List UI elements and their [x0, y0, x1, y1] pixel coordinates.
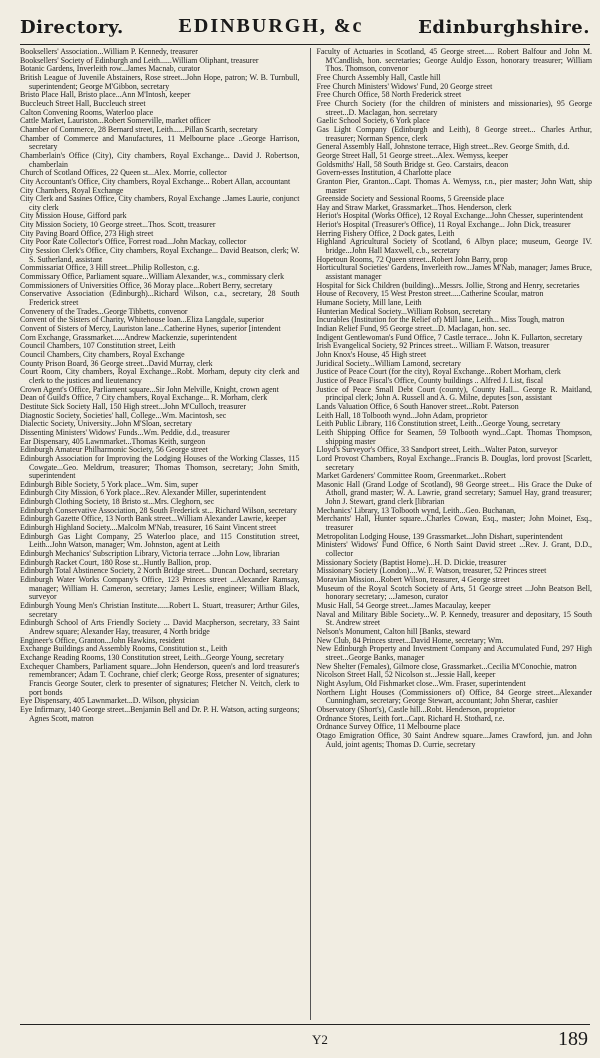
directory-entry: Chamber of Commerce, 28 Bernard street, Leith......Pillan Scarth, secretary [20, 124, 258, 134]
directory-entry: George Street Hall, 51 George street...Alex. Wemyss, keeper [316, 150, 509, 160]
directory-entry: Masonic Hall (Grand Lodge of Scotland), 98 George street... His Grace the Duke of Atholl, grand master; W. A. Lawrie, grand secretary; Samuel Hay, grand treasurer; John J. Stewart, grand clerk [librarian [316, 479, 592, 507]
directory-entry: Hunterian Medical Society...William Robson, secretary [316, 306, 491, 316]
directory-entry: Indian Relief Fund, 95 George street...D. Maclagan, hon. sec. [316, 324, 511, 333]
directory-entry: Destitute Sick Society Hall, 150 High street...John M'Culloch, treasurer [20, 401, 247, 411]
directory-entry: Church of Scotland Offices, 22 Queen st...Alex. Morrie, collector [20, 168, 227, 178]
directory-entry: Booksellers' Association...William P. Kennedy, treasurer [20, 48, 198, 56]
directory-entry: Edinburgh Gas Light Company, 25 Waterloo place, and 115 Constitution street, Leith...John Watson, manager; Wm. Johnston, agent at Leith [20, 531, 300, 550]
directory-entry: New Edinburgh Property and Investment Company and Accumulated Fund, 297 High street...George Banks, manager [316, 644, 592, 662]
directory-entry: Exchange Reading Rooms, 130 Constitution street, Leith...George Young, secretary [20, 652, 284, 662]
directory-entry: Leith Public Library, 116 Constitution street, Leith...George Young, secretary [316, 419, 561, 429]
directory-entry: Bristo Place Hall, Bristo place...Ann M'Intosh, keeper [20, 90, 191, 100]
directory-entry: Missionary Society (Baptist Home)...H. D. Dickie, treasurer [316, 557, 507, 567]
directory-entry: Nelson's Monument, Calton hill [Banks, steward [316, 626, 471, 636]
directory-entry: Heriot's Hospital (Treasurer's Office), 11 Royal Exchange... John Dick, treasurer [316, 220, 571, 230]
left-column [20, 48, 300, 1020]
directory-entry: Edinburgh Clothing Society, 18 Bristo st...Mrs. Cleghorn, sec [20, 497, 215, 507]
directory-entry: Edinburgh Mechanics' Subscription Library, Victoria terrace ...John Low, librarian [20, 549, 280, 559]
directory-entry: Observatory (Short's), Castle hill...Robt. Henderson, proprietor [316, 704, 516, 714]
directory-entry: City Mission Society, 10 George street...Thos. Scott, treasurer [20, 220, 216, 230]
directory-entry: Heriot's Hospital (Works Office), 12 Royal Exchange...John Chesser, superintendent [316, 211, 584, 221]
directory-entry: City Paving Board Office, 273 High street [20, 228, 154, 238]
directory-entry: Buccleuch Street Hall, Buccleuch street [20, 98, 146, 108]
directory-entry: City Mission House, Gifford park [20, 211, 127, 221]
directory-entry: Granton Pier, Granton...Capt. Thomas A. Wemyss, r.n., pier master; John Watt, ship master [316, 176, 592, 195]
directory-entry: Mechanics' Library, 13 Tolbooth wynd, Leith...Geo. Buchanan, [316, 505, 516, 515]
directory-entry: Council Chambers, 107 Constitution street, Leith [20, 341, 176, 351]
directory-entry: Booksellers' Society of Edinburgh and Leith......William Oliphant, treasurer [20, 55, 259, 65]
directory-entry: Commissary Office, Parliament square...William Alexander, w.s., commissary clerk [20, 272, 285, 282]
signature-mark: Y2 [312, 1032, 328, 1047]
directory-entry: City Chambers, Royal Exchange [20, 185, 124, 195]
directory-entry: Exchequer Chambers, Parliament square...John Henderson, queen's and lord treasurer's remembrancer; Adam T. Cochrane, chief clerk; George Ross, presenter of signatures; Francis George Souter, clerk to presenter of signatures; Fletcher N. Veitch, clerk to port bonds [20, 661, 300, 697]
directory-entry: City Clerk and Sasines Office, City chambers, Royal Exchange ..James Laurie, conjunct city clerk [20, 194, 300, 212]
directory-entry: Edinburgh Racket Court, 180 Rose st...Huntly Ballion, prop. [20, 557, 212, 567]
directory-entry: Gas Light Company (Edinburgh and Leith), 8 George street... Charles Arthur, treasurer; Norman Spence, clerk [316, 124, 592, 143]
directory-entry: City Accountant's Office, City chambers, Royal Exchange... Robert Allan, accountant [20, 176, 291, 186]
directory-entry: Moravian Mission...Robert Wilson, treasurer, 4 George street [316, 575, 510, 585]
directory-entry: Greenside Society and Sessional Rooms, 5 Greenside place [316, 194, 505, 204]
directory-entry: Museum of the Royal Scotch Society of Arts, 51 George street ...John Beatson Bell, honorary secretary; ...Jameson, curator [316, 583, 592, 602]
directory-entry: Cattle Market, Lauriston...Robert Somerville, market officer [20, 116, 211, 126]
directory-entry: Free Church Office, 58 North Frederick street [316, 90, 462, 100]
directory-entry: Horticultural Societies' Gardens, Inverleith row...James M'Nab, manager; James Bruce, assistant manager [316, 263, 592, 282]
directory-entry: Conservative Association (Edinburgh)...Richard Wilson, c.a., secretary, 28 South Frederick street [20, 289, 300, 308]
directory-entry: Ordnance Stores, Leith fort...Capt. Richard H. Stothard, r.e. [316, 713, 505, 723]
directory-entry: Missionary Society (London)....W. F. Watson, treasurer, 52 Princes street [316, 566, 547, 576]
directory-entry: Engineer's Office, Granton...John Hawkins, resident [20, 635, 185, 645]
page-footer [20, 1028, 590, 1054]
directory-entry: Diagnostic Society, Societies' hall, College...Wm. Macintosh, sec [20, 410, 227, 420]
footer-rule [20, 1024, 590, 1025]
directory-entry: Edinburgh Water Works Company's Office, 123 Princes street ...Alexander Ramsay, manager; William H. Cameron, secretary; James Leslie, engineer; William Black, surveyor [20, 575, 300, 602]
directory-entry: Hay and Straw Market, Grassmarket...Thos. Henderson, clerk [316, 202, 512, 212]
directory-entry: Otago Emigration Office, 30 Saint Andrew square...James Crawford, jun. and John Auld, joint agents; Thomas D. Currie, secretary [316, 730, 592, 749]
directory-entry: Hopetoun Rooms, 72 Queen street...Robert John Barry, prop [316, 254, 508, 264]
right-column [310, 48, 593, 1020]
directory-entry: Edinburgh School of Arts Friendly Society ... David Macpherson, secretary, 33 Saint Andrew square; Alexander Hay, treasurer, 4 North bridge [20, 618, 300, 636]
directory-entry: Justice of Peace Fiscal's Office, County buildings .. Alfred J. List, fiscal [316, 375, 544, 385]
directory-entry: Edinburgh Young Men's Christian Institute......Robert L. Stuart, treasurer; Arthur Giles, secretary [20, 601, 300, 619]
directory-entry: Music Hall, 54 George street...James Macaulay, keeper [316, 601, 491, 610]
directory-entry: Leith Hall, 18 Tolbooth wynd...John Adam, proprietor [316, 410, 488, 420]
directory-entry: City Poor Rate Collector's Office, Forrest road...John Mackay, collector [20, 237, 247, 247]
directory-entry: Free Church Society (for the children of ministers and missionaries), 95 George street...D. Maclagan, hon. secretary [316, 98, 592, 117]
running-head-left: Directory. [20, 17, 124, 38]
directory-entry: Eye Infirmary, 140 George street...Benjamin Bell and Dr. P. H. Watson, acting surgeons; Agnes Scott, matron [20, 704, 300, 723]
directory-body [20, 48, 592, 1020]
directory-entry: Nicolson Street Hall, 52 Nicolson st...Jessie Hall, keeper [316, 670, 496, 680]
directory-entry: Convent of the Sisters of Charity, Whitehouse loan...Eliza Langdale, superior [20, 315, 264, 325]
directory-entry: Incurables (Institution for the Relief of) Mill lane, Leith... Miss Tough, matron [316, 315, 565, 325]
directory-entry: Lloyd's Surveyor's Office, 33 Sandport street, Leith...Walter Paton, surveyor [316, 445, 558, 455]
directory-entry: Leith Shipping Office for Seamen, 59 Tolbooth wynd...Capt. Thomas Thompson, shipping master [316, 427, 592, 446]
directory-entry: Gaelic School Society, 6 York place [316, 116, 430, 126]
directory-entry: Irish Evangelical Society, 92 Princes street... William F. Watson, treasurer [316, 341, 550, 351]
header-rule [20, 44, 590, 45]
directory-entry: Indigent Gentlewoman's Fund Office, 7 Castle terrace... John K. Fullarton, secretary [316, 332, 583, 342]
directory-entry: Faculty of Actuaries in Scotland, 45 George street..... Robert Balfour and John M. M'Candlish, hon. secretaries; George Auldjo Esson, honorary treasurer; William Thos. Thomson, convenor [316, 48, 592, 74]
directory-entry: Corn Exchange, Grassmarket......Andrew Mackenzie, superintendent [20, 332, 237, 342]
directory-entry: Edinburgh Total Abstinence Society, 2 North Bridge street... Duncan Dochard, secretary [20, 566, 299, 576]
directory-entry: House of Recovery, 15 West Preston street.....Catherine Scoular, matron [316, 289, 544, 299]
directory-entry: City Session Clerk's Office, City chambers, Royal Exchange... David Beatson, clerk; W. S. Sutherland, assistant [20, 246, 300, 264]
directory-entry: Exchange Buildings and Assembly Rooms, Constitution st., Leith [20, 644, 228, 654]
directory-entry: Lands Valuation Office, 6 South Hanover street...Robt. Paterson [316, 401, 519, 411]
directory-entry: Free Church Ministers' Widows' Fund, 20 George street [316, 81, 493, 91]
directory-entry: Edinburgh Conservative Association, 28 South Frederick st... Richard Wilson, secretary [20, 505, 297, 515]
directory-entry: Juridical Society...William Lamond, secretary [316, 358, 461, 368]
directory-entry: Convenery of the Trades...George Tibbetts, convenor [20, 306, 188, 316]
running-head-right: Edinburghshire. [418, 17, 590, 38]
directory-entry: Edinburgh Bible Society, 5 York place...Wm. Sim, super [20, 479, 199, 489]
directory-entry: Highland Agricultural Society of Scotland, 6 Albyn place; museum, George IV. bridge...John Hall Maxwell, c.b., secretary [316, 237, 592, 256]
directory-entry: Ministers' Widows' Fund Office, 6 North Saint David street ...Rev. J. Grant, D.D., collector [316, 540, 592, 559]
directory-entry: Chamberlain's Office (City), City chambers, Royal Exchange... David J. Robertson, chamberlain [20, 150, 300, 169]
directory-entry: Edinburgh Gazette Office, 13 North Bank street...William Alexander Lawrie, keeper [20, 514, 287, 524]
directory-entry: Edinburgh Association for Improving the Lodging Houses of the Working Classes, 115 Cowgate...Geo. Meldrum, treasurer; Thomas Thomson, secretary; John Smith, superintendent [20, 453, 300, 481]
directory-entry: General Assembly Hall, Johnstone terrace, High street...Rev. George Smith, d.d. [316, 142, 570, 152]
page-number: 189 [558, 1028, 588, 1050]
directory-entry: Naval and Military Bible Society...W. P. Kennedy, treasurer and depositary, 15 South St. Andrew street [316, 609, 592, 628]
directory-entry: Commissioners of Universities Office, 36 Moray place...Robert Berry, secretary [20, 280, 273, 290]
directory-entry: Commissariat Office, 3 Hill street...Philip Rolleston, c.g. [20, 263, 200, 273]
directory-entry: Chamber of Commerce and Manufactures, 11 Melbourne place ..George Harrison, secretary [20, 133, 300, 152]
directory-entry: Northern Light Houses (Commissioners of) Office, 84 George street...Alexander Cunningham, secretary; George Stewart, accountant; John Sherar, cashier [316, 687, 592, 706]
directory-entry: Calton Convening Rooms, Waterloo place [20, 107, 154, 117]
directory-entry: Night Asylum, Old Fishmarket close...Wm. Fraser, superintendent [316, 678, 526, 688]
directory-entry: Eye Dispensary, 405 Lawnmarket...D. Wilson, physician [20, 696, 199, 706]
directory-entry: Convent of Sisters of Mercy, Lauriston lane...Catherine Hynes, superior [intendent [20, 324, 281, 333]
directory-entry: Edinburgh Highland Society....Malcolm M'Nab, treasurer, 16 Saint Vincent street [20, 523, 277, 533]
directory-entry: Ear Dispensary, 405 Lawnmarket...Thomas Keith, surgeon [20, 436, 206, 446]
page-header [20, 14, 590, 38]
directory-entry: Merchants' Hall, Hunter square...Charles Cowan, Esq., master; John Moinet, Esq., treasurer [316, 514, 592, 533]
directory-entry: Dean of Guild's Office, 7 City chambers, Royal Exchange... R. Morham, clerk [20, 393, 268, 403]
running-head-center: EDINBURGH, &c [178, 15, 364, 37]
directory-entry: New Shelter (Females), Gilmore close, Grassmarket...Cecilia M'Conochie, matron [316, 661, 577, 671]
directory-entry: Botanic Gardens, Inverleith row...James Macnab, curator [20, 64, 201, 74]
directory-entry: British League of Juvenile Abstainers, Rose street...John Hope, patron; W. B. Turnbull, superintendent; George M'Gibbon, secretary [20, 72, 300, 91]
directory-entry: Herring Fishery Office, 2 Dock gates, Leith [316, 228, 455, 238]
directory-entry: Justice of Peace Small Debt Court (county), County Hall... George R. Maitland, principal clerk; John A. Russell and A. G. Milne, deputes [son, assistant [316, 384, 592, 403]
directory-entry: Goldsmiths' Hall, 58 South Bridge st. Geo. Carstairs, deacon [316, 159, 509, 169]
directory-entry: Ordnance Survey Office, 11 Melbourne place [316, 722, 461, 732]
directory-entry: Lord Provost Chambers, Royal Exchange...Francis B. Douglas, lord provost [Scarlett, secretary [316, 453, 592, 472]
directory-entry: New Club, 84 Princes street...David Home, secretary; Wm. [316, 635, 504, 645]
directory-entry: Dissenting Ministers' Widows' Funds...Wm. Peddie, d.d., treasurer [20, 427, 230, 437]
directory-entry: Free Church Assembly Hall, Castle hill [316, 72, 441, 82]
directory-entry: John Knox's House, 45 High street [316, 349, 427, 359]
directory-entry: County Prison Board, 36 George street...David Murray, clerk [20, 358, 213, 368]
directory-entry: Market Gardeners' Committee Room, Greenmarket...Robert [316, 471, 506, 481]
directory-entry: Crown Agent's Office, Parliament square...Sir John Melville, Knight, crown agent [20, 384, 279, 394]
directory-entry: Humane Society, Mill lane, Leith [316, 298, 422, 308]
directory-entry: Dialectic Society, University...John M'Sloan, secretary [20, 419, 192, 429]
directory-entry: Edinburgh City Mission, 6 York place...Rev. Alexander Miller, superintendent [20, 488, 267, 498]
directory-entry: Edinburgh Amateur Philharmonic Society, 56 George street [20, 445, 208, 455]
directory-entry: Court Room, City chambers, Royal Exchange...Robt. Morham, deputy city clerk and clerk to the justices and lieutenancy [20, 367, 300, 385]
directory-entry: Govern-esses Institution, 4 Charlotte place [316, 168, 452, 178]
directory-entry: Council Chambers, City chambers, Royal Exchange [20, 349, 185, 359]
directory-entry: Hospital for Sick Children (building)...Messrs. Jollie, Strong and Henry, secretaries [316, 280, 580, 290]
directory-entry: Justice of Peace Court (for the city), Royal Exchange...Robert Morham, clerk [316, 367, 561, 377]
directory-entry: Metropolitan Lodging House, 139 Grassmarket...John Dishart, superintendent [316, 531, 563, 541]
